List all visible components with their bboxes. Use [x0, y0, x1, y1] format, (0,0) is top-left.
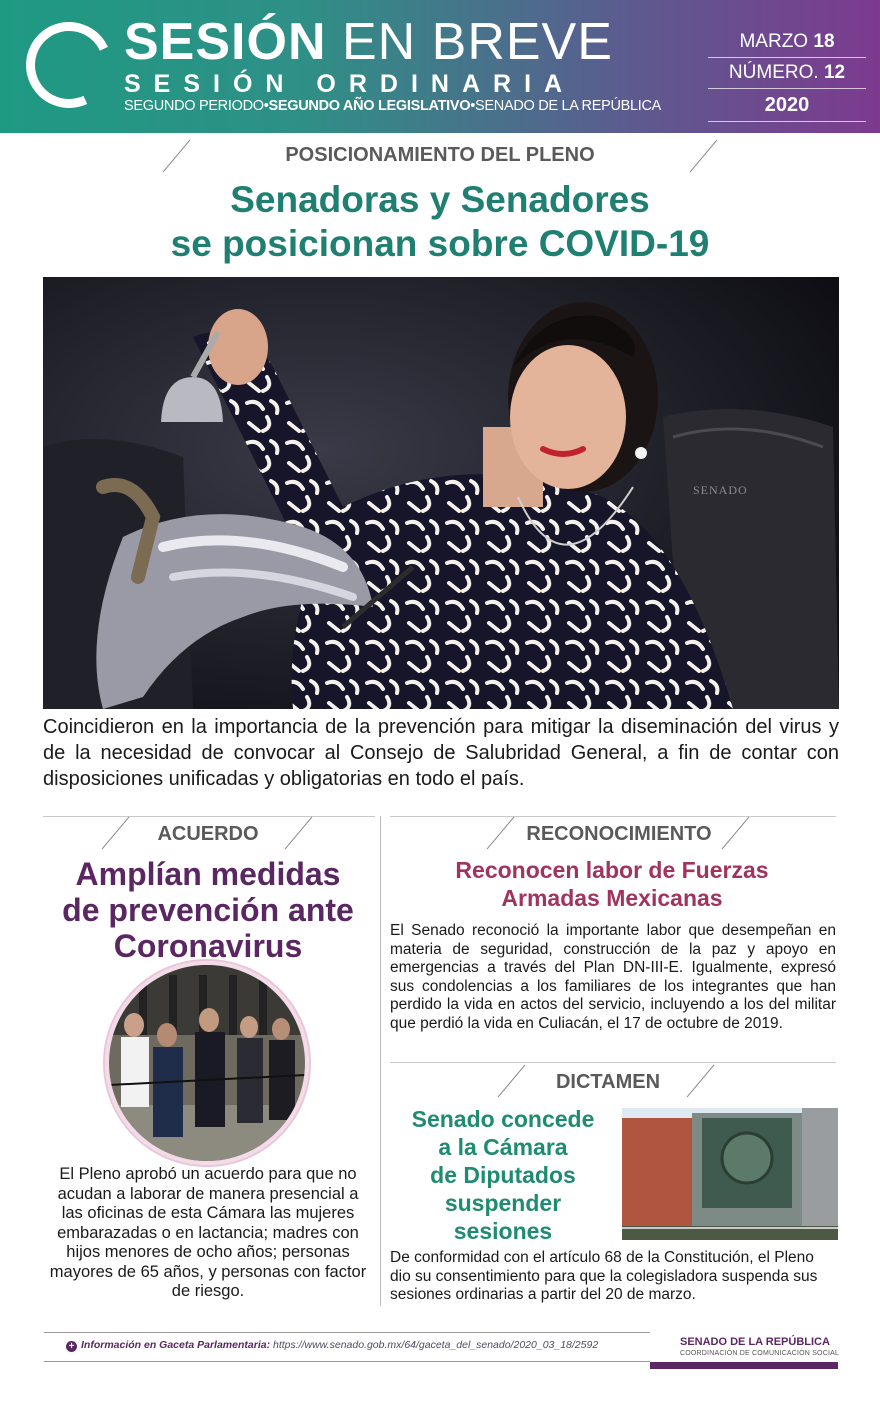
dictamen-headline — [390, 1105, 616, 1245]
divider — [708, 88, 866, 89]
headline-line: Amplían medidas — [75, 856, 341, 892]
group-of-people-illustration — [109, 965, 305, 1161]
footer-senado: SENADO DE LA REPÚBLICA — [680, 1336, 830, 1348]
acuerdo-circular-photo — [105, 961, 309, 1165]
slash-decoration — [163, 140, 191, 173]
headline-line: suspender — [444, 1190, 562, 1216]
issue-number-label: NÚMERO. — [728, 62, 819, 83]
chamber-building-illustration — [622, 1108, 838, 1240]
section-label-posicionamiento: POSICIONAMIENTO DEL PLENO — [285, 144, 595, 166]
senate-text: SENADO DE LA REPÚBLICA — [475, 98, 662, 114]
slash-decoration — [690, 140, 718, 173]
masthead-title-light: EN BREVE — [341, 13, 613, 71]
gaceta-info — [66, 1339, 598, 1352]
logo-ring-icon — [14, 10, 124, 120]
masthead-subtitle: SESIÓN ORDINARIA — [124, 70, 576, 98]
masthead-period-line — [124, 98, 661, 114]
gaceta-url-link[interactable]: https://www.senado.gob.mx/64/gaceta_del_senado/2020_03_18/2592 — [273, 1339, 599, 1351]
divider — [708, 57, 866, 58]
main-photo — [43, 277, 839, 709]
divider — [708, 121, 866, 122]
issue-year: 2020 — [764, 94, 810, 116]
main-headline — [40, 178, 840, 266]
headline-line: de prevención ante — [62, 892, 354, 928]
headline-line: Armadas Mexicanas — [501, 885, 723, 911]
dictamen-photo — [622, 1108, 838, 1240]
section-label-reconocimiento: RECONOCIMIENTO — [526, 823, 712, 845]
dictamen-body: De conformidad con el artículo 68 de la Constitución, el Pleno dio su consentimiento para que la colegisladora suspenda sus sesiones ordinarias a partir del 20 de marzo. — [390, 1249, 818, 1304]
headline-line: se posicionan sobre COVID-19 — [170, 223, 710, 264]
footer-accent-bar — [650, 1362, 838, 1369]
section-label-dictamen: DICTAMEN — [555, 1071, 661, 1093]
issue-month: MARZO — [739, 31, 809, 52]
bullet-separator: • — [263, 98, 269, 114]
headline-line: de Diputados — [430, 1162, 576, 1188]
acuerdo-headline — [40, 856, 376, 964]
headline-line: Coronavirus — [113, 928, 303, 964]
main-caption: Coincidieron en la importancia de la prevención para mitigar la diseminación del virus y de la necesidad de convocar al Consejo de Salubridad General, a fin de contar con disposiciones unificadas y obligatorias en todo el país. — [43, 716, 839, 790]
headline-line: a la Cámara — [438, 1134, 568, 1160]
issue-info — [708, 30, 866, 125]
issue-day: 18 — [813, 31, 835, 52]
headline-line: Senado concede — [411, 1106, 595, 1132]
issue-number: 12 — [823, 62, 846, 83]
legislative-year-text: SEGUNDO AÑO LEGISLATIVO — [268, 98, 471, 114]
reconocimiento-body: El Senado reconoció la importante labor que desempeñan en materia de seguridad, construcción de la paz y apoyo en emergencias a través del Plan DN-III-E. Igualmente, expresó sus condolencias a los familiares de los integrantes que han perdido la vida en actos del servicio, incluyendo a los del militar que perdió la vida en Culiacán, el 17 de octubre de 2019. — [390, 922, 836, 1032]
reconocimiento-headline — [390, 856, 834, 912]
headline-line: Reconocen labor de Fuerzas — [455, 857, 769, 883]
plus-circle-icon: + — [66, 1341, 77, 1352]
acuerdo-body: El Pleno aprobó un acuerdo para que no acudan a laborar de manera presencial a las oficinas de esta Cámara las mujeres embarazadas o en lactancia; madres con hijos menores de ocho años; personas mayores de 65 años, y personas con factor de riesgo. — [49, 1165, 367, 1300]
photo-watermark: SENADO — [693, 483, 748, 497]
period-text: SEGUNDO PERIODO — [124, 98, 264, 114]
headline-line: Senadoras y Senadores — [230, 179, 650, 220]
column-divider — [380, 816, 381, 1306]
divider — [43, 816, 375, 817]
bullet-separator: • — [470, 98, 476, 114]
masthead-title-bold: SESIÓN — [124, 13, 327, 71]
masthead — [0, 0, 880, 133]
divider — [390, 1062, 836, 1063]
masthead-title — [124, 14, 613, 70]
headline-line: sesiones — [453, 1218, 553, 1244]
footer-coordinacion: COORDINACIÓN DE COMUNICACIÓN SOCIAL — [680, 1350, 840, 1357]
gaceta-label: Información en Gaceta Parlamentaria: — [81, 1339, 271, 1351]
section-label-acuerdo: ACUERDO — [157, 823, 259, 845]
divider — [390, 816, 836, 817]
